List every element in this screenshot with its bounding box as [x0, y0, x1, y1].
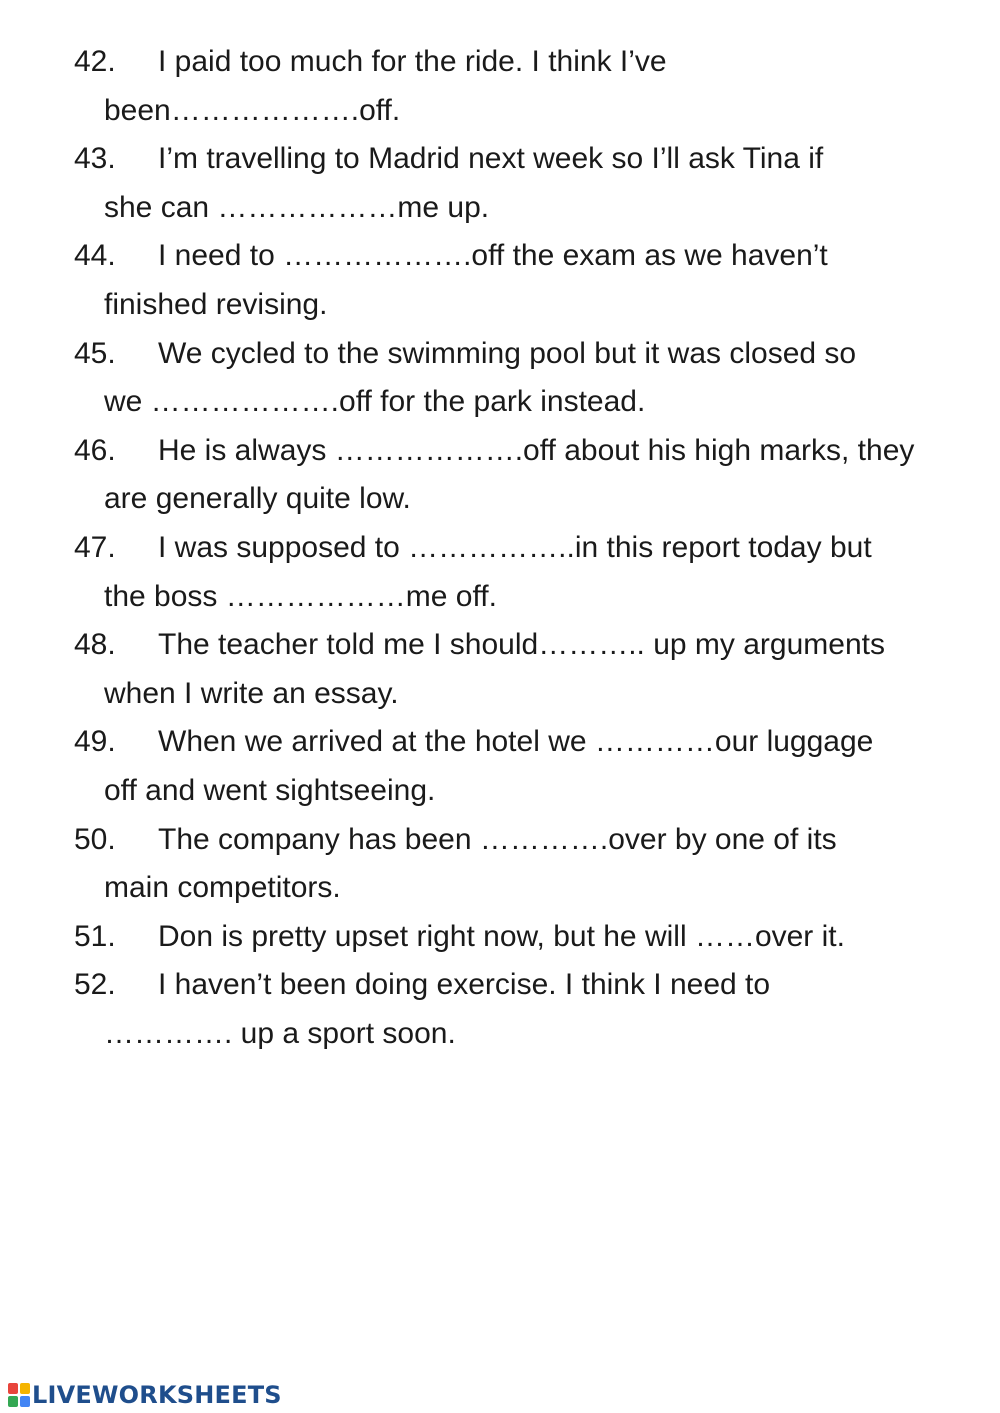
question-text-line-2: been……………….off.	[104, 93, 401, 127]
question-number: 45.	[74, 336, 116, 370]
question-text-line-1: I haven’t been doing exercise. I think I need to	[158, 968, 771, 1002]
question-text-line-1: The company has been ………….over by one of its	[158, 822, 837, 856]
question-text-line-2: when I write an essay.	[104, 676, 399, 710]
question-45	[0, 330, 1000, 427]
question-number: 49.	[74, 725, 116, 759]
question-44	[0, 232, 1000, 329]
question-42	[0, 38, 1000, 135]
question-text-line-2: the boss ………………me off.	[104, 579, 497, 613]
question-number: 50.	[74, 822, 116, 856]
question-text-line-1: Don is pretty upset right now, but he will ……over it.	[158, 919, 845, 953]
question-number: 43.	[74, 142, 116, 176]
question-text-line-1: I paid too much for the ride. I think I’ve	[158, 45, 667, 78]
question-43	[0, 135, 1000, 232]
question-46	[0, 427, 1000, 524]
liveworksheets-logo-icon	[8, 1383, 30, 1407]
question-text-line-1: I was supposed to ……………..in this report today but	[158, 530, 872, 564]
question-number: 47.	[74, 530, 116, 564]
logo-text: LIVEWORKSHEETS	[32, 1381, 282, 1409]
question-49	[0, 718, 1000, 815]
question-text-line-2: off and went sightseeing.	[104, 773, 436, 807]
question-text-line-1: I need to ……………….off the exam as we haven’t	[158, 239, 828, 273]
question-51	[0, 913, 1000, 962]
question-number: 44.	[74, 239, 116, 273]
question-text-line-2: she can ………………me up.	[104, 190, 490, 224]
question-text-line-2: are generally quite low.	[104, 482, 411, 516]
question-number: 52.	[74, 968, 116, 1002]
question-text-line-1: I’m travelling to Madrid next week so I’ll ask Tina if	[158, 142, 824, 176]
question-text-line-1: The teacher told me I should……….. up my arguments	[158, 628, 885, 662]
question-47	[0, 524, 1000, 621]
question-48	[0, 621, 1000, 718]
question-number: 42.	[74, 45, 116, 78]
question-text-line-2: main competitors.	[104, 871, 341, 905]
question-number: 48.	[74, 628, 116, 662]
question-text-line-1: When we arrived at the hotel we …………our luggage	[158, 725, 874, 759]
liveworksheets-logo	[8, 1380, 282, 1410]
question-text-line-2: we ……………….off for the park instead.	[104, 385, 646, 419]
question-number: 51.	[74, 919, 116, 953]
question-50	[0, 816, 1000, 913]
question-text-line-1: He is always ……………….off about his high marks, they	[158, 433, 915, 467]
worksheet-questions	[0, 38, 1000, 1058]
question-52	[0, 961, 1000, 1058]
question-text-line-2: finished revising.	[104, 287, 328, 321]
question-number: 46.	[74, 433, 116, 467]
question-text-line-2: …………. up a sport soon.	[104, 1016, 456, 1050]
question-text-line-1: We cycled to the swimming pool but it was closed so	[158, 336, 857, 370]
